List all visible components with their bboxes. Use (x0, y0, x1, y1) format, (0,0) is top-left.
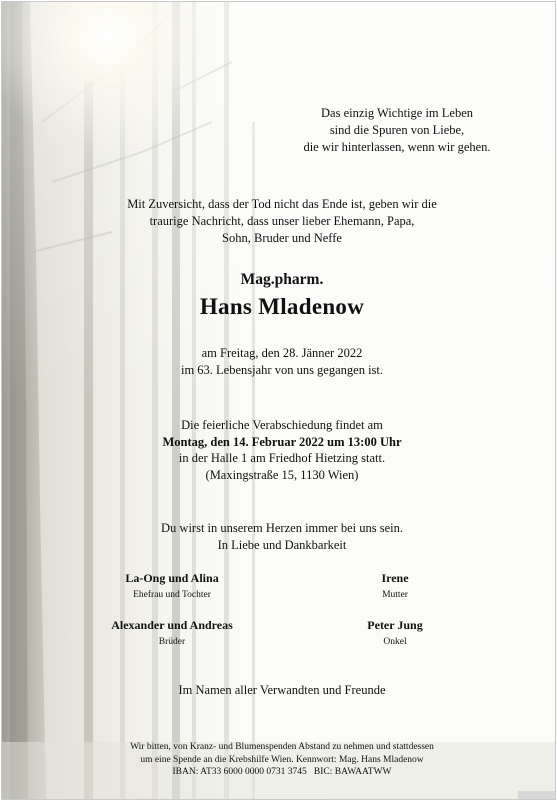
quote-block (272, 105, 522, 156)
mourner-relation: Onkel (383, 637, 407, 647)
funeral-line-1: Die feierliche Verabschiedung findet am (181, 418, 383, 432)
death-date-line: am Freitag, den 28. Jänner 2022 (201, 346, 363, 360)
mourner-entry (82, 618, 262, 649)
family-signature-line: Im Namen aller Verwandten und Freunde (178, 683, 386, 697)
quote-line-1: Das einzig Wichtige im Leben (321, 106, 473, 120)
mourner-relation: Mutter (382, 590, 408, 600)
intro-line-1: Mit Zuversicht, dass der Tod nicht das Ende ist, geben wir die (127, 197, 437, 211)
mourner-entry (82, 571, 262, 602)
funeral-address: (Maxingstraße 15, 1130 Wien) (205, 467, 359, 482)
remembrance-text (122, 520, 442, 554)
corner-mark (518, 791, 556, 800)
deceased-title: Mag.pharm. (240, 271, 324, 288)
mourner-name: Alexander und Andreas (111, 618, 233, 632)
intro-line-2: traurige Nachricht, dass unser lieber Ehemann, Papa, (149, 214, 415, 228)
funeral-location: in der Halle 1 am Friedhof Hietzing statt. (178, 451, 386, 465)
remembrance-line-1: Du wirst in unserem Herzen immer bei uns sein. (161, 521, 403, 535)
funeral-date-time: Montag, den 14. Februar 2022 um 13:00 Uhr (162, 434, 402, 449)
mourner-name: Peter Jung (367, 618, 423, 632)
bank-details: IBAN: AT33 6000 0000 0731 3745 BIC: BAWAATWW (172, 767, 392, 777)
notice-line-1: Wir bitten, von Kranz- und Blumenspenden Abstand zu nehmen und stattdessen (130, 742, 434, 752)
mourner-relation: Brüder (158, 637, 186, 647)
mourner-name: Irene (381, 571, 409, 585)
announcement-intro (102, 196, 462, 247)
notice-line-2: um eine Spende an die Krebshilfe Wien. Kennwort: Mag. Hans Mladenow (140, 754, 424, 765)
mourner-relation: Ehefrau und Tochter (133, 590, 211, 600)
obituary-card (1, 1, 556, 800)
deceased-name: Hans Mladenow (199, 294, 365, 319)
death-details (142, 345, 422, 379)
remembrance-line-2: In Liebe und Dankbarkeit (217, 538, 347, 552)
funeral-details (122, 417, 442, 483)
mourner-entry (305, 618, 485, 649)
mourner-entry (305, 571, 485, 602)
quote-line-2: sind die Spuren von Liebe, (329, 123, 465, 137)
quote-line-3: die wir hinterlassen, wenn wir gehen. (303, 140, 491, 154)
mourner-name: La-Ong und Alina (125, 571, 219, 585)
death-age-line: im 63. Lebensjahr von uns gegangen ist. (180, 363, 384, 377)
donation-notice (72, 741, 492, 779)
intro-line-3: Sohn, Bruder und Neffe (222, 231, 342, 245)
